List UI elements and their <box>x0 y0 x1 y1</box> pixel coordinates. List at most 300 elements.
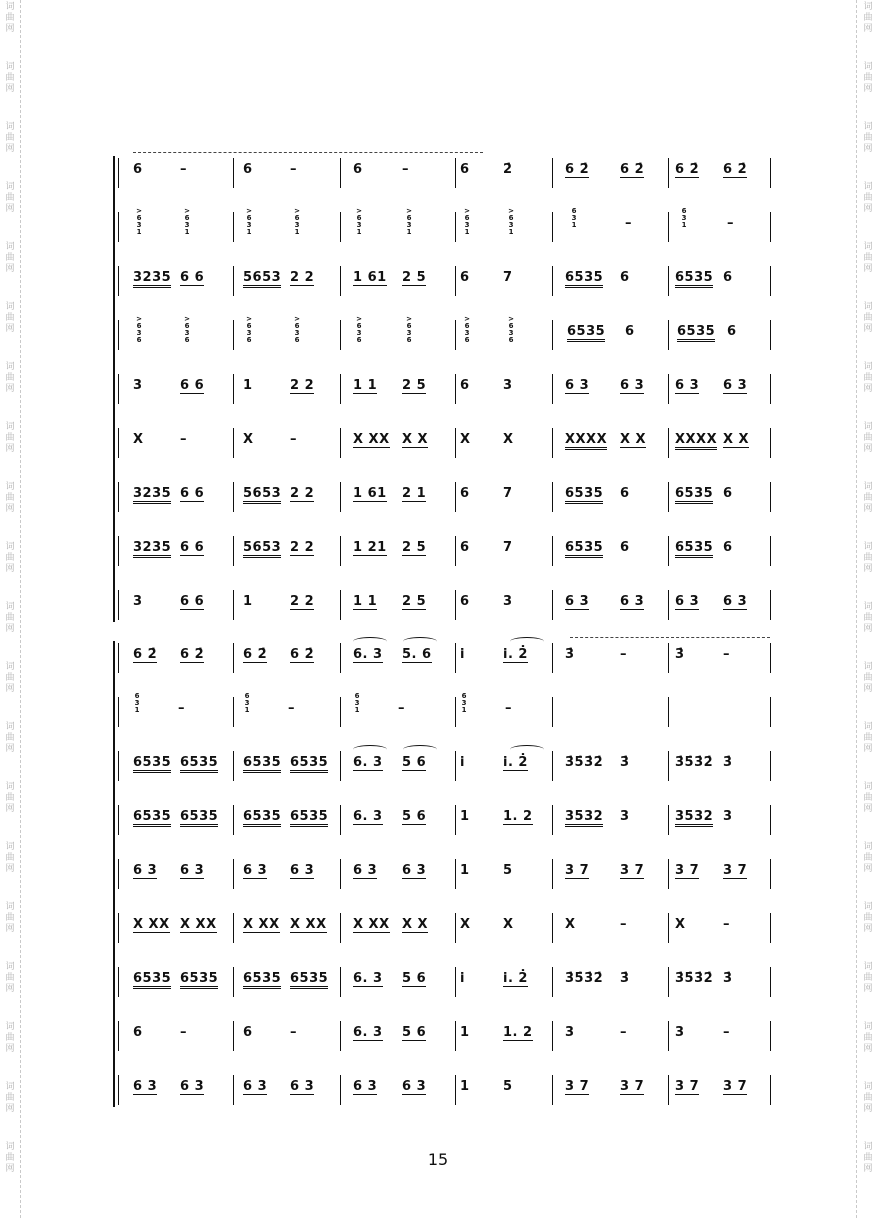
bar-line <box>668 751 669 781</box>
watermark-glyph: 词 曲 网 <box>5 902 15 934</box>
watermark-glyph: 词 曲 网 <box>5 182 15 214</box>
note-group: 1. 2 <box>503 809 533 824</box>
bar-line <box>455 643 456 673</box>
note-group: – <box>180 432 187 447</box>
note-group: 7 <box>503 540 513 555</box>
staff-row <box>115 160 780 200</box>
staff-row <box>115 430 780 470</box>
bar-line <box>233 913 234 943</box>
note-group: 1 <box>460 1025 470 1040</box>
watermark-glyph: 词 曲 网 <box>5 2 15 34</box>
note-group: – <box>290 432 297 447</box>
note-group: 2 2 <box>290 486 315 501</box>
bar-line <box>340 266 341 296</box>
note-group: – <box>620 1025 627 1040</box>
watermark-glyph: 词 曲 网 <box>5 482 15 514</box>
watermark-glyph: 词 曲 网 <box>863 422 873 454</box>
note-group: 1. 2 <box>503 1025 533 1040</box>
note-group: – <box>288 701 295 716</box>
bar-line <box>340 1021 341 1051</box>
note-group: X <box>243 432 254 447</box>
note-group: X X <box>402 432 429 447</box>
note-group: 5. 6 <box>402 647 432 662</box>
bar-line <box>668 913 669 943</box>
note-group: 3 <box>675 1025 685 1040</box>
watermark-glyph: 词 曲 网 <box>5 842 15 874</box>
note-group: 6535 <box>675 486 713 504</box>
note-group: 5 <box>503 863 513 878</box>
note-group: 5 <box>503 1079 513 1094</box>
chord-stack: > 6 3 6 <box>406 315 412 344</box>
watermark-glyph: 词 曲 网 <box>5 1022 15 1054</box>
bar-line <box>668 374 669 404</box>
bar-line <box>668 428 669 458</box>
slur-mark <box>403 745 437 754</box>
note-group: i <box>460 971 465 986</box>
note-group: X <box>460 917 471 932</box>
bar-line <box>118 428 119 458</box>
bar-line <box>455 482 456 512</box>
bar-line <box>118 482 119 512</box>
note-group: X <box>503 432 514 447</box>
note-group: 3 7 <box>675 1079 700 1094</box>
note-group: 6 6 <box>180 378 205 393</box>
watermark-glyph: 词 曲 网 <box>5 662 15 694</box>
note-group: 2 2 <box>290 270 315 285</box>
bar-line <box>552 1075 553 1105</box>
note-group: – <box>180 1025 187 1040</box>
note-group: – <box>625 216 632 231</box>
bar-line <box>455 374 456 404</box>
note-group: 3̇5̇3̇2̇ <box>565 971 604 986</box>
bar-line <box>118 1075 119 1105</box>
bar-line <box>770 967 771 997</box>
note-group: 6 <box>727 324 737 339</box>
note-group: – <box>178 701 185 716</box>
note-group: 6 2̇ <box>620 162 645 177</box>
note-group: – <box>290 1025 297 1040</box>
note-group: 7 <box>503 486 513 501</box>
note-group: 6 <box>460 486 470 501</box>
bar-line <box>770 590 771 620</box>
note-group: 6535 <box>133 809 171 827</box>
bar-line <box>118 643 119 673</box>
watermark-glyph: 词 曲 网 <box>863 122 873 154</box>
watermark-glyph: 词 曲 网 <box>5 362 15 394</box>
bar-line <box>552 320 553 350</box>
note-group: 3235 <box>133 270 171 288</box>
note-group: 6 3 <box>620 594 645 609</box>
note-group: X <box>133 432 144 447</box>
note-group: 6 <box>620 486 630 501</box>
bar-line <box>455 212 456 242</box>
bar-line <box>455 536 456 566</box>
note-group: 6 3 <box>290 863 315 878</box>
note-group: 6 3 <box>180 1079 205 1094</box>
note-group: 6 6 <box>180 540 205 555</box>
bar-line <box>340 859 341 889</box>
note-group: 1 <box>243 594 253 609</box>
note-group: i <box>460 647 465 662</box>
note-group: 6 3 <box>675 378 700 393</box>
note-group: i. 2̇ <box>503 647 528 662</box>
note-group: 2̇ <box>503 162 513 177</box>
note-group: – <box>723 917 730 932</box>
bar-line <box>455 751 456 781</box>
note-group: 3 7 <box>620 863 645 878</box>
bar-line <box>455 158 456 188</box>
note-group: 6 <box>460 594 470 609</box>
watermark-glyph: 词 曲 网 <box>863 302 873 334</box>
bar-line <box>770 751 771 781</box>
bar-line <box>340 590 341 620</box>
note-group: X <box>565 917 576 932</box>
bar-line <box>233 751 234 781</box>
note-group: 6 6 <box>180 594 205 609</box>
note-group: 3 <box>565 1025 575 1040</box>
bar-line <box>668 158 669 188</box>
bar-line <box>455 320 456 350</box>
note-group: – <box>620 917 627 932</box>
staff-row <box>115 592 780 632</box>
bar-line <box>118 751 119 781</box>
chord-stack: > 6 3 6 <box>136 315 142 344</box>
note-group: 6 3 <box>290 1079 315 1094</box>
note-group: 6 <box>620 540 630 555</box>
staff-row <box>115 1077 780 1117</box>
bar-line <box>552 967 553 997</box>
note-group: 2 1 <box>402 486 427 501</box>
watermark-glyph: 词 曲 网 <box>863 362 873 394</box>
note-group: 3235 <box>133 540 171 558</box>
staff-row <box>115 538 780 578</box>
bar-line <box>233 1021 234 1051</box>
note-group: 1 21 <box>353 540 387 555</box>
bar-line <box>552 482 553 512</box>
bar-line <box>552 1021 553 1051</box>
note-group: X X <box>402 917 429 932</box>
right-watermark-strip <box>856 0 876 1218</box>
note-group: – <box>723 1025 730 1040</box>
note-group: 1 61 <box>353 270 387 285</box>
note-group: 6535 <box>565 270 603 288</box>
tremolo-dash-line <box>133 152 483 153</box>
bar-line <box>233 590 234 620</box>
staff-row <box>115 315 780 362</box>
chord-stack: > 6 3 1 <box>136 207 142 236</box>
bar-line <box>668 967 669 997</box>
watermark-glyph: 词 曲 网 <box>5 542 15 574</box>
bar-line <box>455 913 456 943</box>
bar-line <box>340 536 341 566</box>
watermark-glyph: 词 曲 网 <box>5 782 15 814</box>
bar-line <box>340 428 341 458</box>
bar-line <box>455 967 456 997</box>
chord-stack: > 6 3 1 <box>294 207 300 236</box>
note-group: 6. 3 <box>353 809 383 824</box>
bar-line <box>668 1075 669 1105</box>
slur-mark <box>510 637 544 646</box>
note-group: 6535 <box>180 809 218 827</box>
note-group: 5653 <box>243 540 281 558</box>
chord-stack: > 6 3 1 <box>356 207 362 236</box>
note-group: 6 2̇ <box>290 647 315 662</box>
note-group: 6 3 <box>133 1079 158 1094</box>
staff-row <box>115 376 780 416</box>
bar-line <box>118 374 119 404</box>
note-group: 7 <box>503 270 513 285</box>
note-group: 6535 <box>290 971 328 989</box>
score-system <box>115 645 780 1131</box>
bar-line <box>552 751 553 781</box>
note-group: 6 3 <box>243 1079 268 1094</box>
note-group: 6535 <box>565 486 603 504</box>
note-group: 5 6 <box>402 755 427 770</box>
chord-stack: > 6 3 6 <box>294 315 300 344</box>
note-group: X XX <box>353 432 390 447</box>
bar-line <box>340 482 341 512</box>
bar-line <box>552 212 553 242</box>
staff-row <box>115 969 780 1009</box>
staff-row <box>115 268 780 308</box>
note-group: X <box>675 917 686 932</box>
note-group: 6535 <box>243 971 281 989</box>
note-group: X XX <box>133 917 170 932</box>
note-group: 2 5 <box>402 540 427 555</box>
note-group: 2 5 <box>402 594 427 609</box>
bar-line <box>552 859 553 889</box>
note-group: 3̇ <box>620 755 630 770</box>
watermark-glyph: 词 曲 网 <box>863 602 873 634</box>
note-group: 6 <box>625 324 635 339</box>
watermark-glyph: 词 曲 网 <box>5 1082 15 1114</box>
chord-stack: > 6 3 1 <box>508 207 514 236</box>
chord-stack: > 6 3 1 <box>406 207 412 236</box>
note-group: 3 <box>620 809 630 824</box>
bar-line <box>668 643 669 673</box>
bar-line <box>770 212 771 242</box>
note-group: – <box>290 162 297 177</box>
bar-line <box>340 1075 341 1105</box>
note-group: – <box>402 162 409 177</box>
note-group: 6535 <box>290 755 328 773</box>
note-group: 3 7 <box>565 863 590 878</box>
bar-line <box>233 482 234 512</box>
note-group: 6 3 <box>620 378 645 393</box>
bar-line <box>668 697 669 727</box>
bar-line <box>233 428 234 458</box>
chord-stack: 6 3 1 <box>134 692 140 714</box>
note-group: 6 3 <box>402 1079 427 1094</box>
note-group: 6 3 <box>133 863 158 878</box>
bar-line <box>770 536 771 566</box>
chord-stack: > 6 3 1 <box>184 207 190 236</box>
note-group: 6 <box>723 270 733 285</box>
note-group: 1 <box>243 378 253 393</box>
watermark-glyph: 词 曲 网 <box>863 842 873 874</box>
note-group: 6 2̇ <box>243 647 268 662</box>
note-group: – <box>620 647 627 662</box>
note-group: 3 <box>503 378 513 393</box>
note-group: 6535 <box>675 270 713 288</box>
bar-line <box>552 805 553 835</box>
note-group: 1 <box>460 1079 470 1094</box>
note-group: 6 3 <box>243 863 268 878</box>
tremolo-dash-line <box>570 637 770 638</box>
note-group: X X <box>723 432 750 447</box>
bar-line <box>552 536 553 566</box>
watermark-glyph: 词 曲 网 <box>863 62 873 94</box>
watermark-glyph: 词 曲 网 <box>863 782 873 814</box>
staff-row <box>115 915 780 955</box>
staff-row <box>115 861 780 901</box>
slur-mark <box>353 637 387 646</box>
note-group: – <box>727 216 734 231</box>
watermark-glyph: 词 曲 网 <box>5 122 15 154</box>
watermark-glyph: 词 曲 网 <box>863 1082 873 1114</box>
staff-row <box>115 807 780 847</box>
note-group: 6 <box>460 270 470 285</box>
note-group: 6. 3 <box>353 1025 383 1040</box>
note-group: 6535 <box>567 324 605 342</box>
note-group: 6 3 <box>402 863 427 878</box>
bar-line <box>668 805 669 835</box>
bar-line <box>668 536 669 566</box>
bar-line <box>668 1021 669 1051</box>
note-group: 6 <box>133 1025 143 1040</box>
note-group: 6 <box>133 162 143 177</box>
note-group: 6 <box>460 162 470 177</box>
bar-line <box>770 482 771 512</box>
note-group: 2 2 <box>290 594 315 609</box>
chord-stack: > 6 3 6 <box>184 315 190 344</box>
bar-line <box>340 967 341 997</box>
note-group: 6. 3 <box>353 755 383 770</box>
bar-line <box>340 913 341 943</box>
note-group: 6 2̇ <box>565 162 590 177</box>
note-group: 3 7 <box>675 863 700 878</box>
bar-line <box>118 590 119 620</box>
bar-line <box>340 320 341 350</box>
bar-line <box>455 1021 456 1051</box>
bar-line <box>770 158 771 188</box>
note-group: 3 <box>723 809 733 824</box>
page-number: 15 <box>427 1150 449 1169</box>
bar-line <box>233 1075 234 1105</box>
staff-row <box>115 753 780 793</box>
note-group: 6 2̇ <box>675 162 700 177</box>
watermark-glyph: 词 曲 网 <box>5 242 15 274</box>
watermark-glyph: 词 曲 网 <box>863 1142 873 1174</box>
note-group: X XX <box>353 917 390 932</box>
watermark-glyph: 词 曲 网 <box>5 962 15 994</box>
note-group: 3̇ <box>723 971 733 986</box>
bar-line <box>770 1075 771 1105</box>
slur-mark <box>353 745 387 754</box>
note-group: 3235 <box>133 486 171 504</box>
note-group: 6535 <box>677 324 715 342</box>
bar-line <box>233 536 234 566</box>
bar-line <box>552 913 553 943</box>
note-group: 6 3 <box>723 594 748 609</box>
staff-row <box>115 1023 780 1063</box>
bar-line <box>340 643 341 673</box>
note-group: 3̇ <box>565 647 575 662</box>
note-group: 6 3 <box>353 863 378 878</box>
chord-stack: 6 3 1 <box>461 692 467 714</box>
note-group: 6 2̇ <box>180 647 205 662</box>
note-group: 3 <box>133 378 143 393</box>
chord-stack: 6 3 1 <box>354 692 360 714</box>
bar-line <box>552 590 553 620</box>
watermark-glyph: 词 曲 网 <box>863 2 873 34</box>
staff-row <box>115 484 780 524</box>
note-group: 6 <box>243 162 253 177</box>
note-group: 1 61 <box>353 486 387 501</box>
bar-line <box>770 805 771 835</box>
note-group: XXXX <box>675 432 717 450</box>
note-group: 6535 <box>133 755 171 773</box>
note-group: 6 <box>243 1025 253 1040</box>
bar-line <box>552 428 553 458</box>
note-group: 6. 3 <box>353 647 383 662</box>
bar-line <box>233 697 234 727</box>
note-group: 5 6 <box>402 809 427 824</box>
note-group: – <box>505 701 512 716</box>
watermark-glyph: 词 曲 网 <box>5 302 15 334</box>
bar-line <box>233 859 234 889</box>
note-group: 6535 <box>243 755 281 773</box>
note-group: 6 <box>620 270 630 285</box>
note-group: 1 <box>460 809 470 824</box>
note-group: 3̇5̇3̇2̇ <box>565 755 604 770</box>
bar-line <box>770 697 771 727</box>
note-group: 3 7 <box>723 863 748 878</box>
note-group: 3 7 <box>565 1079 590 1094</box>
bar-line <box>770 320 771 350</box>
bar-line <box>340 697 341 727</box>
note-group: 2 5 <box>402 270 427 285</box>
note-group: 3 <box>503 594 513 609</box>
note-group: XXXX <box>565 432 607 450</box>
note-group: 3̇5̇3̇2̇ <box>675 971 714 986</box>
chord-stack: > 6 3 6 <box>464 315 470 344</box>
bar-line <box>233 374 234 404</box>
bar-line <box>668 482 669 512</box>
bar-line <box>668 212 669 242</box>
watermark-glyph: 词 曲 网 <box>5 62 15 94</box>
bar-line <box>118 212 119 242</box>
chord-stack: > 6 3 6 <box>356 315 362 344</box>
note-group: 3̇5̇3̇2̇ <box>675 755 714 770</box>
note-group: 6 3 <box>565 594 590 609</box>
bar-line <box>233 212 234 242</box>
chord-stack: > 6 3 6 <box>508 315 514 344</box>
watermark-glyph: 词 曲 网 <box>863 662 873 694</box>
note-group: 6 3 <box>180 863 205 878</box>
bar-line <box>233 643 234 673</box>
bar-line <box>455 1075 456 1105</box>
bar-line <box>770 374 771 404</box>
note-group: X XX <box>180 917 217 932</box>
bar-line <box>233 967 234 997</box>
watermark-glyph: 词 曲 网 <box>863 722 873 754</box>
bar-line <box>118 859 119 889</box>
note-group: 6 2̇ <box>723 162 748 177</box>
bar-line <box>770 643 771 673</box>
bar-line <box>233 266 234 296</box>
bar-line <box>118 320 119 350</box>
